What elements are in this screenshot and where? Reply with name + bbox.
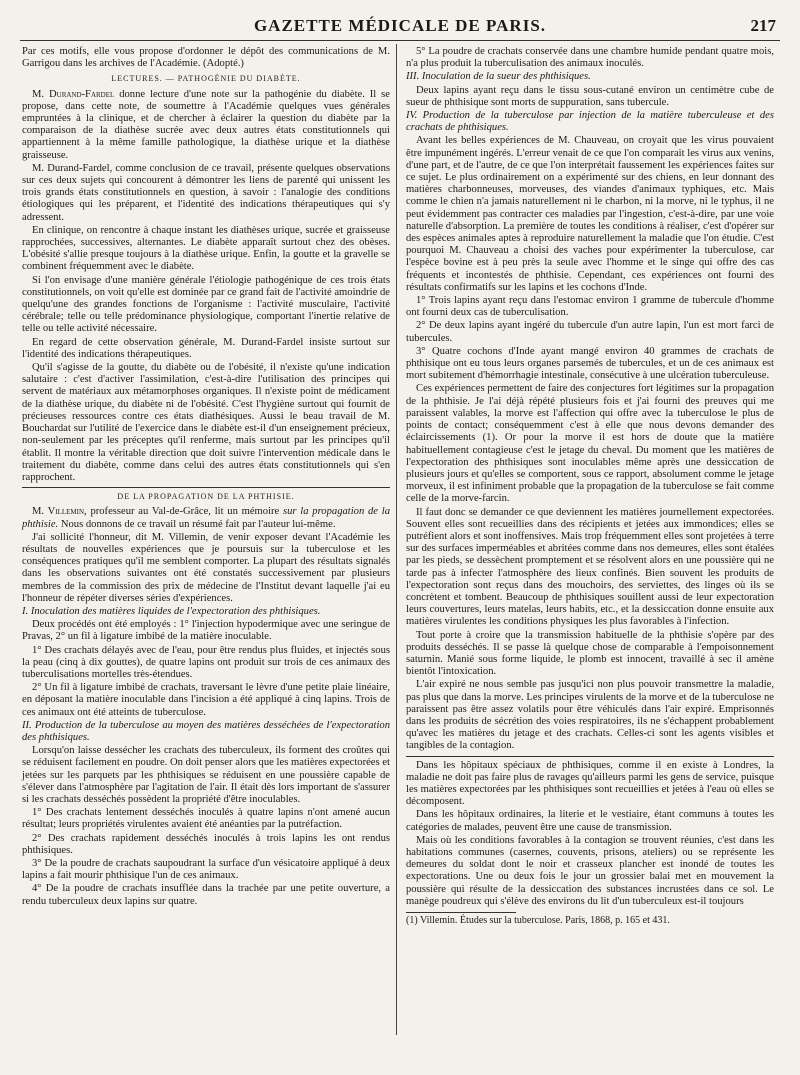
page-number: 217 [750, 16, 776, 35]
paragraph: Tout porte à croire que la transmission habituelle de la phthisie s'opère par des produits desséchés. Il se passe là quelque chose de comparable à l'empoisonnement saturnin. Manié sous forme liquide, le plomb est innocent, travaillé à sec il amène bientôt l'intoxication. [406, 629, 774, 678]
paragraph: 2° Des crachats rapidement desséchés inoculés à trois lapins les ont rendus phthisiques. [22, 832, 390, 856]
paragraph: 1° Des crachats délayés avec de l'eau, pour être rendus plus fluides, et injectés sous la peau (cinq à dix gouttes), de quatre lapins ont produit sur trois de ces animaux des tuberculisations mortelles très-étendues. [22, 644, 390, 680]
paragraph: 1° Trois lapins ayant reçu dans l'estomac environ 1 gramme de tubercule d'homme ont fourni deux cas de tuberculisation. [406, 295, 774, 319]
paragraph: M. Durand-Fardel, comme conclusion de ce travail, présente quelques observations sur ces deux sujets qui concourent à démontrer les liens de parenté qui unissent les trois grands états constitutionnels en question, à savoir : l'analogie des conditions étiologiques qui les préparent, et l'identité des indications thérapeutiques qui s'y adressent. [22, 162, 390, 223]
column-divider [396, 44, 397, 1035]
paragraph: 2° Un fil à ligature imbibé de crachats, traversant le lèvre d'une petite plaie linéaire, en déposant la matière inoculable dans l'incision a été appliqué à cinq lapins. Trois de ces animaux ont été atteints de tuberculose. [22, 682, 390, 718]
paragraph [22, 89, 390, 162]
paragraph: 3° Quatre cochons d'Inde ayant mangé environ 40 grammes de crachats de phthisique ont eu tous leurs organes parsemés de tubercules, et un de ces animaux est mort subitement d'hémorrhagie intestinale, consécutive à une ulcération tuberculeuse. [406, 345, 774, 382]
paragraph: Mais où les conditions favorables à la contagion se trouvent réunies, c'est dans les habitations communes (casernes, couvents, prisons, ateliers) ou se représente les demeures du soldat dont le noir et crasseux plancher est inondé de toutes les expectorations. Une ou deux fois le jour un grossier balai met en mouvement la poussière qui résulte de la dessiccation des substances incrustées dans ce sol. Le manège poudreux qui s'élève des environs du lit d'un tuberculeux est-il toujours [406, 834, 774, 907]
paragraph: Deux procédés ont été employés : 1° l'injection hypodermique avec une seringue de Pravas, 2° un fil à ligature imbibé de la matière inoculable. [22, 619, 390, 643]
subsection-heading [22, 606, 390, 618]
paragraph: Par ces motifs, elle vous propose d'ordonner le dépôt des communications de M. Garrigou dans les archives de l'Académie. (Adopté.) [22, 46, 390, 70]
footnote: (1) Villemin. Études sur la tuberculose. Paris, 1868, p. 165 et 431. [406, 915, 670, 927]
paragraph: Deux lapins ayant reçu dans le tissu sous-cutané environ un centimètre cube de sueur de phthisique sont morts de suppuration, sans tubercule. [406, 84, 774, 108]
paragraph: 3° De la poudre de crachats saupoudrant la surface d'un vésicatoire appliqué à deux lapins a fait mourir phthisique l'un de ces animaux. [22, 858, 390, 882]
author-name: M. Durand-Fardel [32, 88, 115, 100]
paragraph: Dans les hôpitaux ordinaires, la literie et le vestiaire, étant communs à toutes les catégories de malades, peuvent être une cause de transmission. [406, 809, 774, 833]
paragraph-text: Nous donnons de ce travail un résumé fait par l'auteur lui-même. [60, 518, 336, 530]
page-header [20, 14, 780, 41]
memoir-title: sur la propagation de la phthisie. [22, 506, 390, 530]
paragraph: 4° De la poudre de crachats insufflée dans la trachée par une petite ouverture, a rendu tuberculeux deux lapins sur quatre. [22, 883, 390, 907]
subsection-title: III. Inoculation de la sueur des phthisiques. [406, 71, 591, 83]
footnote-rule [406, 912, 516, 913]
subsection-heading [22, 720, 390, 744]
paragraph: 2° De deux lapins ayant ingéré du tubercule d'un autre lapin, l'un est mort farci de tubercules. [406, 320, 774, 344]
subsection-heading [406, 71, 774, 83]
journal-title: GAZETTE MÉDICALE DE PARIS. [253, 16, 547, 35]
paragraph: Lorsqu'on laisse dessécher les crachats des tuberculeux, ils forment des croûtes qui se réduisent facilement en poudre. On doit penser alors que les matières expectorées et jetées sur les parquets par les phthisiques se réduisent en une poussière capable de s'élever dans l'atmosphère par l'agitation de l'air. Il était dès lors important de s'assurer si les crachats desséchés possèdent la propriété d'être inoculables. [22, 745, 390, 805]
paragraph: L'air expiré ne nous semble pas jusqu'ici non plus pouvoir transmettre la maladie, pas plus que dans la morve. Les principes virulents de la morve et de la tuberculose ne paraissent pas être assez volatils pour être véhiculés dans l'air expiré. Emprisonnés dans les produits de sécrétion des voies respiratoires, ils ne s'échappent probablement qu'avec les matières du jetage et des crachats. Celles-ci sont les agents visibles et tangibles de la contagion. [406, 679, 774, 752]
paragraph-text: professeur au Val-de-Grâce, lit un mémoire [90, 506, 280, 518]
paragraph: Dans les hôpitaux spéciaux de phthisiques, comme il en existe à Londres, la maladie ne doit pas faire plus de ravages qu'ailleurs parmi les gens de service, puisque les matières expectorées par les phthisiques sont recueillies et jetées à l'eau où elles se décomposent. [406, 759, 774, 808]
paragraph: 1° Des crachats lentement desséchés inoculés à quatre lapins n'ont amené aucun résultat; leurs propriétés virulentes avaient été anéanties par la putréfaction. [22, 807, 390, 831]
left-column [22, 46, 390, 909]
section-heading: DE LA PROPAGATION DE LA PHTHISIE. [117, 492, 295, 502]
paragraph: J'ai sollicité l'honneur, dit M. Villemin, de venir exposer devant l'Académie les résultats de nouvelles expériences que je poursuis sur la tuberculose et les conséquences pratiques qu'il me semblent comporter. La plupart des résultats signalés dans les observations suivantes ont été constatés successivement par plusieurs membres de la commission des prix de médecine de l'Institut devant laquelle j'ai eu l'honneur de répéter diverses séries d'expériences. [22, 531, 390, 604]
paragraph [22, 506, 390, 530]
author-name: M. Villemin, [32, 506, 87, 518]
paragraph: Il faut donc se demander ce que deviennent les matières journellement expectorées. Souvent elles sont recueillies dans des récipients et jetées aux immondices; elles se putréfient alors et sont inoffensives. Mais trop fréquemment elles sont projetées à terre sur des surfaces imperméables et abritées comme dans nos demeures, elles sont étalées par les pieds, se dessèchent promptement et se résolvent alors en une poussière qui ne tarde pas à infecter l'atmosphère des lieux confinés. Bien souvent les produits de l'expectoration sont reçus dans des mouchoirs, des serviettes, des linges où ils se concrètent et tombent. Beaucoup de phthisiques souillent aussi de leur expectoration leurs couvertures, leurs matelas, leurs habits, etc., et la dessiccation donne ensuite aux matières virulentes les conditions physiques les plus favorables à l'infection. [406, 506, 775, 628]
paragraph: Avant les belles expériences de M. Chauveau, on croyait que les virus pouvaient être impunément ingérés. L'erreur venait de ce que l'on comparait les virus aux venins, d'une part, et de l'autre, de ce que l'on interprétait faussement les expériences faites sur ce sujet. Le plus ordinairement on a expérimenté sur des chiens, en leur donnant des matières charbonneuses, morveuses, des viandes d'animaux typhiques, etc. Mais comme le chien n'a jamais naturellement ni le charbon, ni la morve, ni le typhus, il ne peut évidemment pas contracter ces maladies par l'ingestion, c'est-à-dire, par une voie naturelle d'absorption. La première de toutes les conditions à réaliser, c'est d'opérer sur des espèces animales aptes à reproduire naturellement la maladie que l'on étudie. C'est pourquoi M. Chauveau a choisi des vaches pour expérimenter la tuberculose, car l'espèce bovine est à peu près la seule avec l'homme et le singe qui offre des cas fréquents et incontestés de phthisie. Cependant, ces expériences ont fourni des résultats confirmatifs sur les lapins et les cochons d'Inde. [406, 135, 774, 293]
right-column [406, 46, 774, 928]
section-rule [22, 487, 390, 488]
paragraph: En clinique, on rencontre à chaque instant les diathèses urique, sucrée et graisseuse rapprochées, successives, alternantes. Le diabète apparaît surtout chez des obèses. L'obésité s'allie presque toujours à la diathèse urique. Enfin, la goutte et la gravelle se combinent fréquemment avec le diabète. [22, 224, 390, 273]
subsection-title: I. Inoculation des matières liquides de l'expectoration des phthisiques. [22, 605, 321, 617]
paragraph: Qu'il s'agisse de la goutte, du diabète ou de l'obésité, il n'existe qu'une indication salutaire : c'est d'activer l'assimilation, c'est-à-dire l'utilisation des principes qui servent de matériaux aux métamorphoses organiques. Il n'existe point de médicament de la diathèse urique, du diabète ni de l'obésité. C'est l'hygiène surtout qui fournit de précieuses ressources contre ces états diathésiques. Aussi le beau travail de M. Bouchardat sur l'utilité de l'exercice dans le diabète est-il d'un enseignement précieux, non-seulement par les préceptes qu'il renferme, mais surtout par les principes qu'il établit. Il montre la véritable direction que doit suivre l'intervention médicale dans le traitement du diabète, comme dans celui des autres états constitutionnels qui s'en rapprochent. [22, 362, 390, 483]
subsection-title: IV. Production de la tuberculose par injection de la matière tuberculeuse et des crachats de phthisiques. [406, 110, 774, 134]
subsection-title: II. Production de la tuberculose au moyen des matières desséchées de l'expectoration des phthisiques. [22, 719, 390, 743]
paragraph: En regard de cette observation générale, M. Durand-Fardel insiste surtout sur l'identité des indications thérapeutiques. [22, 336, 390, 360]
subsection-heading [406, 110, 774, 134]
paragraph: 5° La poudre de crachats conservée dans une chambre humide pendant quatre mois, n'a plus produit la tuberculisation des animaux inoculés. [406, 46, 774, 70]
paragraph-text: donne lecture d'une note sur la pathogénie du diabète. Il se propose, dans cette note, de soumettre à l'Académie quelques vues générales empruntées à la clinique, et de chercher à éclairer la question du diabète par la comparaison de la diathèse sucrée avec deux autres états constitutionnels qui appartiennent à la même famille pathologique, la diathèse urique et la diathèse graisseuse. [22, 88, 390, 161]
section-heading: LECTURES. — PATHOGÉNIE DU DIABÈTE. [111, 74, 301, 84]
paragraph: Ces expériences permettent de faire des conjectures fort légitimes sur la propagation de la phthisie. Je l'ai déjà répété plusieurs fois et j'ai fourni des preuves qui me paraissent valables, la morve est l'affection qui offre avec la tuberculose le plus de points de contact; conséquemment c'est à elle que nous devons demander des éclaircissements (1). Or pour la morve il est hors de doute que la matière habituellement contagieuse c'est le jetage du cheval. Du moment que les matières de l'expectoration des phthisiques sont inoculables même après une dessiccation de plusieurs jours et qu'elles se comportent, sous ce rapport, absolument comme le jetage morveux, il est infiniment probable que la propagation de la tuberculose se fait comme celle de la morve-farcin. [406, 383, 774, 505]
section-rule [406, 756, 774, 757]
paragraph: Si l'on envisage d'une manière générale l'étiologie pathogénique de ces trois états constitutionnels, on voit qu'elle est dominée par ce grand fait de l'activité amoindrie de quelqu'une des grandes fonctions de l'organisme : l'activité musculaire, l'activité cérébrale; telle ou telle prédominance physiologique, comportant l'inertie relative de telle ou telle activité nécessaire. [22, 274, 390, 335]
